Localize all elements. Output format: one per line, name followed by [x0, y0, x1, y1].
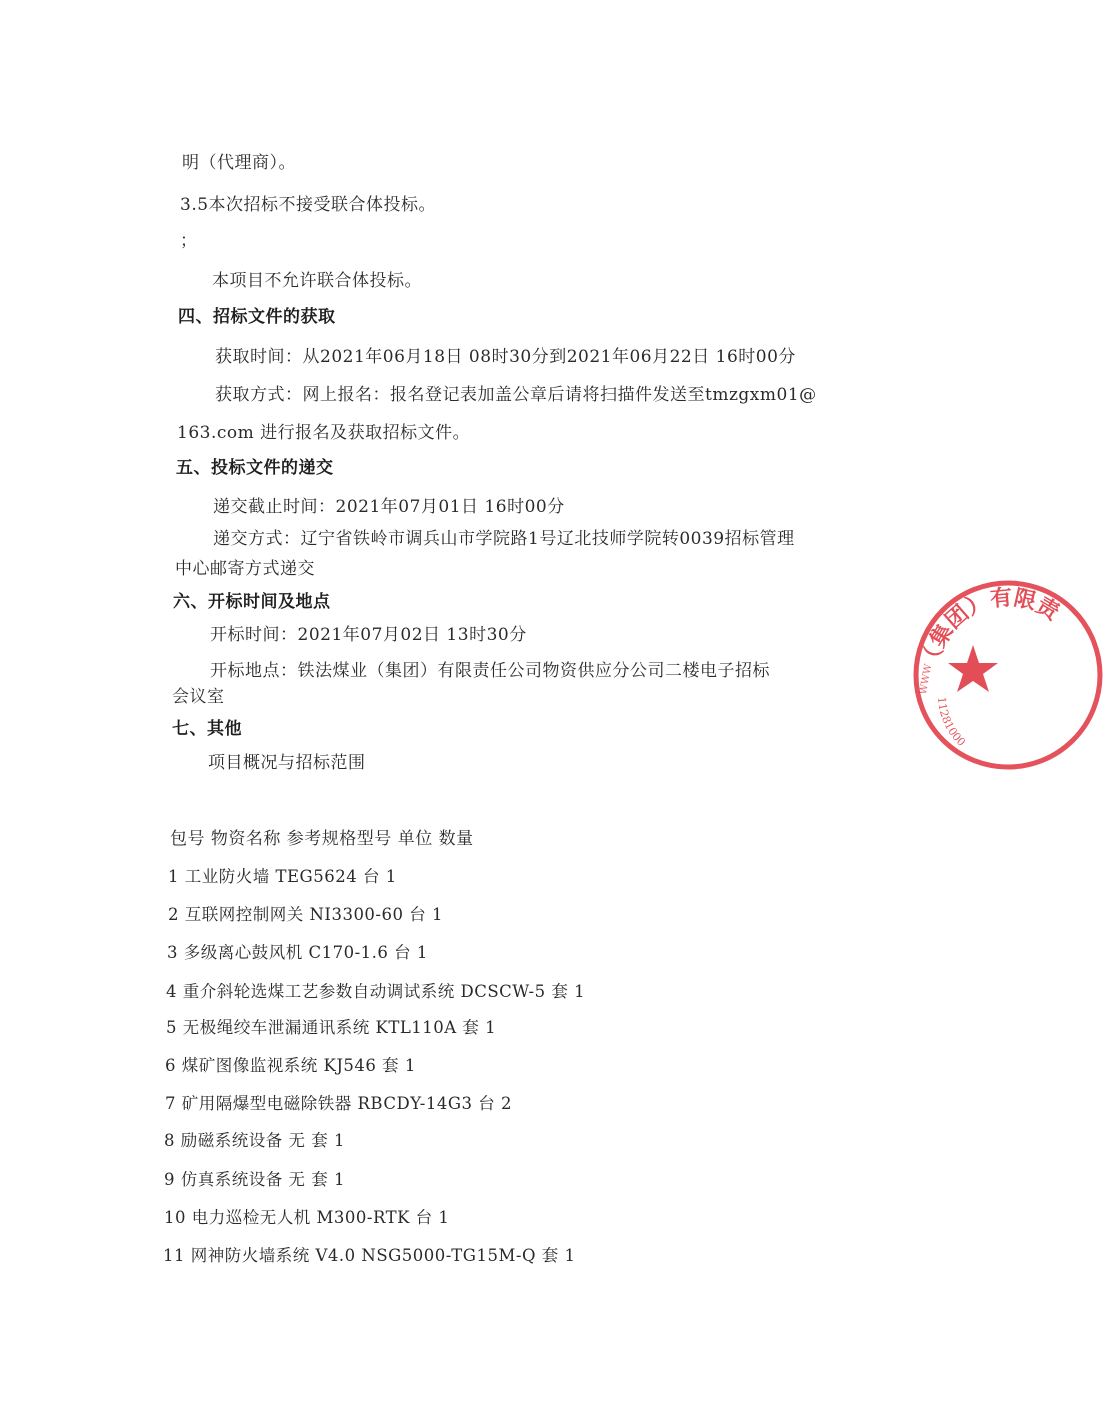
list-item: 1 工业防火墙 TEG5624 台 1	[168, 867, 397, 886]
acquire-time: 获取时间：从2021年06月18日 08时30分到2021年06月22日 16时00分	[215, 347, 796, 367]
list-item: 3 多级离心鼓风机 C170-1.6 台 1	[167, 943, 428, 962]
svg-text:11281000	[935, 696, 968, 749]
intro-line-4: 本项目不允许联合体投标。	[212, 271, 422, 291]
list-item: 6 煤矿图像监视系统 KJ546 套 1	[165, 1056, 416, 1075]
list-item: 7 矿用隔爆型电磁除铁器 RBCDY-14G3 台 2	[165, 1094, 513, 1113]
project-overview: 项目概况与招标范围	[208, 753, 366, 773]
list-item: 4 重介斜轮选煤工艺参数自动调试系统 DCSCW-5 套 1	[166, 982, 586, 1001]
table-header: 包号 物资名称 参考规格型号 单位 数量	[170, 829, 474, 849]
svg-text:（集团）有限责	[918, 584, 1065, 671]
acquire-method-cont: 163.com 进行报名及获取招标文件。	[177, 423, 471, 443]
list-item: 8 励磁系统设备 无 套 1	[164, 1131, 345, 1150]
list-item: 11 网神防火墙系统 V4.0 NSG5000-TG15M-Q 套 1	[163, 1246, 576, 1265]
intro-line-1: 明（代理商）。	[182, 153, 296, 173]
list-item: 2 互联网控制网关 NI3300-60 台 1	[168, 905, 443, 924]
section-7-heading: 七、其他	[172, 719, 242, 739]
section-6-heading: 六、开标时间及地点	[173, 592, 331, 612]
opening-time: 开标时间：2021年07月02日 13时30分	[210, 625, 527, 645]
submit-deadline: 递交截止时间：2021年07月01日 16时00分	[213, 497, 565, 517]
section-4-heading: 四、招标文件的获取	[178, 307, 336, 327]
intro-line-3: ；	[180, 231, 198, 251]
acquire-method: 获取方式：网上报名：报名登记表加盖公章后请将扫描件发送至tmzgxm01@	[215, 385, 817, 405]
seal-text-left: WWW	[918, 663, 935, 696]
seal-star-icon	[948, 645, 998, 692]
section-5-heading: 五、投标文件的递交	[176, 458, 334, 478]
seal-text-top: （集团）有限责	[917, 584, 1064, 672]
opening-place: 开标地点：铁法煤业（集团）有限责任公司物资供应分公司二楼电子招标	[210, 661, 770, 681]
company-seal-stamp	[908, 575, 1108, 775]
seal-text-bottom: 11281000	[934, 696, 968, 749]
list-item: 5 无极绳绞车泄漏通讯系统 KTL110A 套 1	[166, 1018, 497, 1037]
opening-place-cont: 会议室	[172, 687, 225, 707]
intro-line-2: 3.5本次招标不接受联合体投标。	[180, 195, 437, 215]
list-item: 10 电力巡检无人机 M300-RTK 台 1	[164, 1208, 450, 1227]
submit-method: 递交方式：辽宁省铁岭市调兵山市学院路1号辽北技师学院转0039招标管理	[213, 529, 795, 549]
list-item: 9 仿真系统设备 无 套 1	[164, 1170, 345, 1189]
submit-method-cont: 中心邮寄方式递交	[175, 559, 315, 579]
